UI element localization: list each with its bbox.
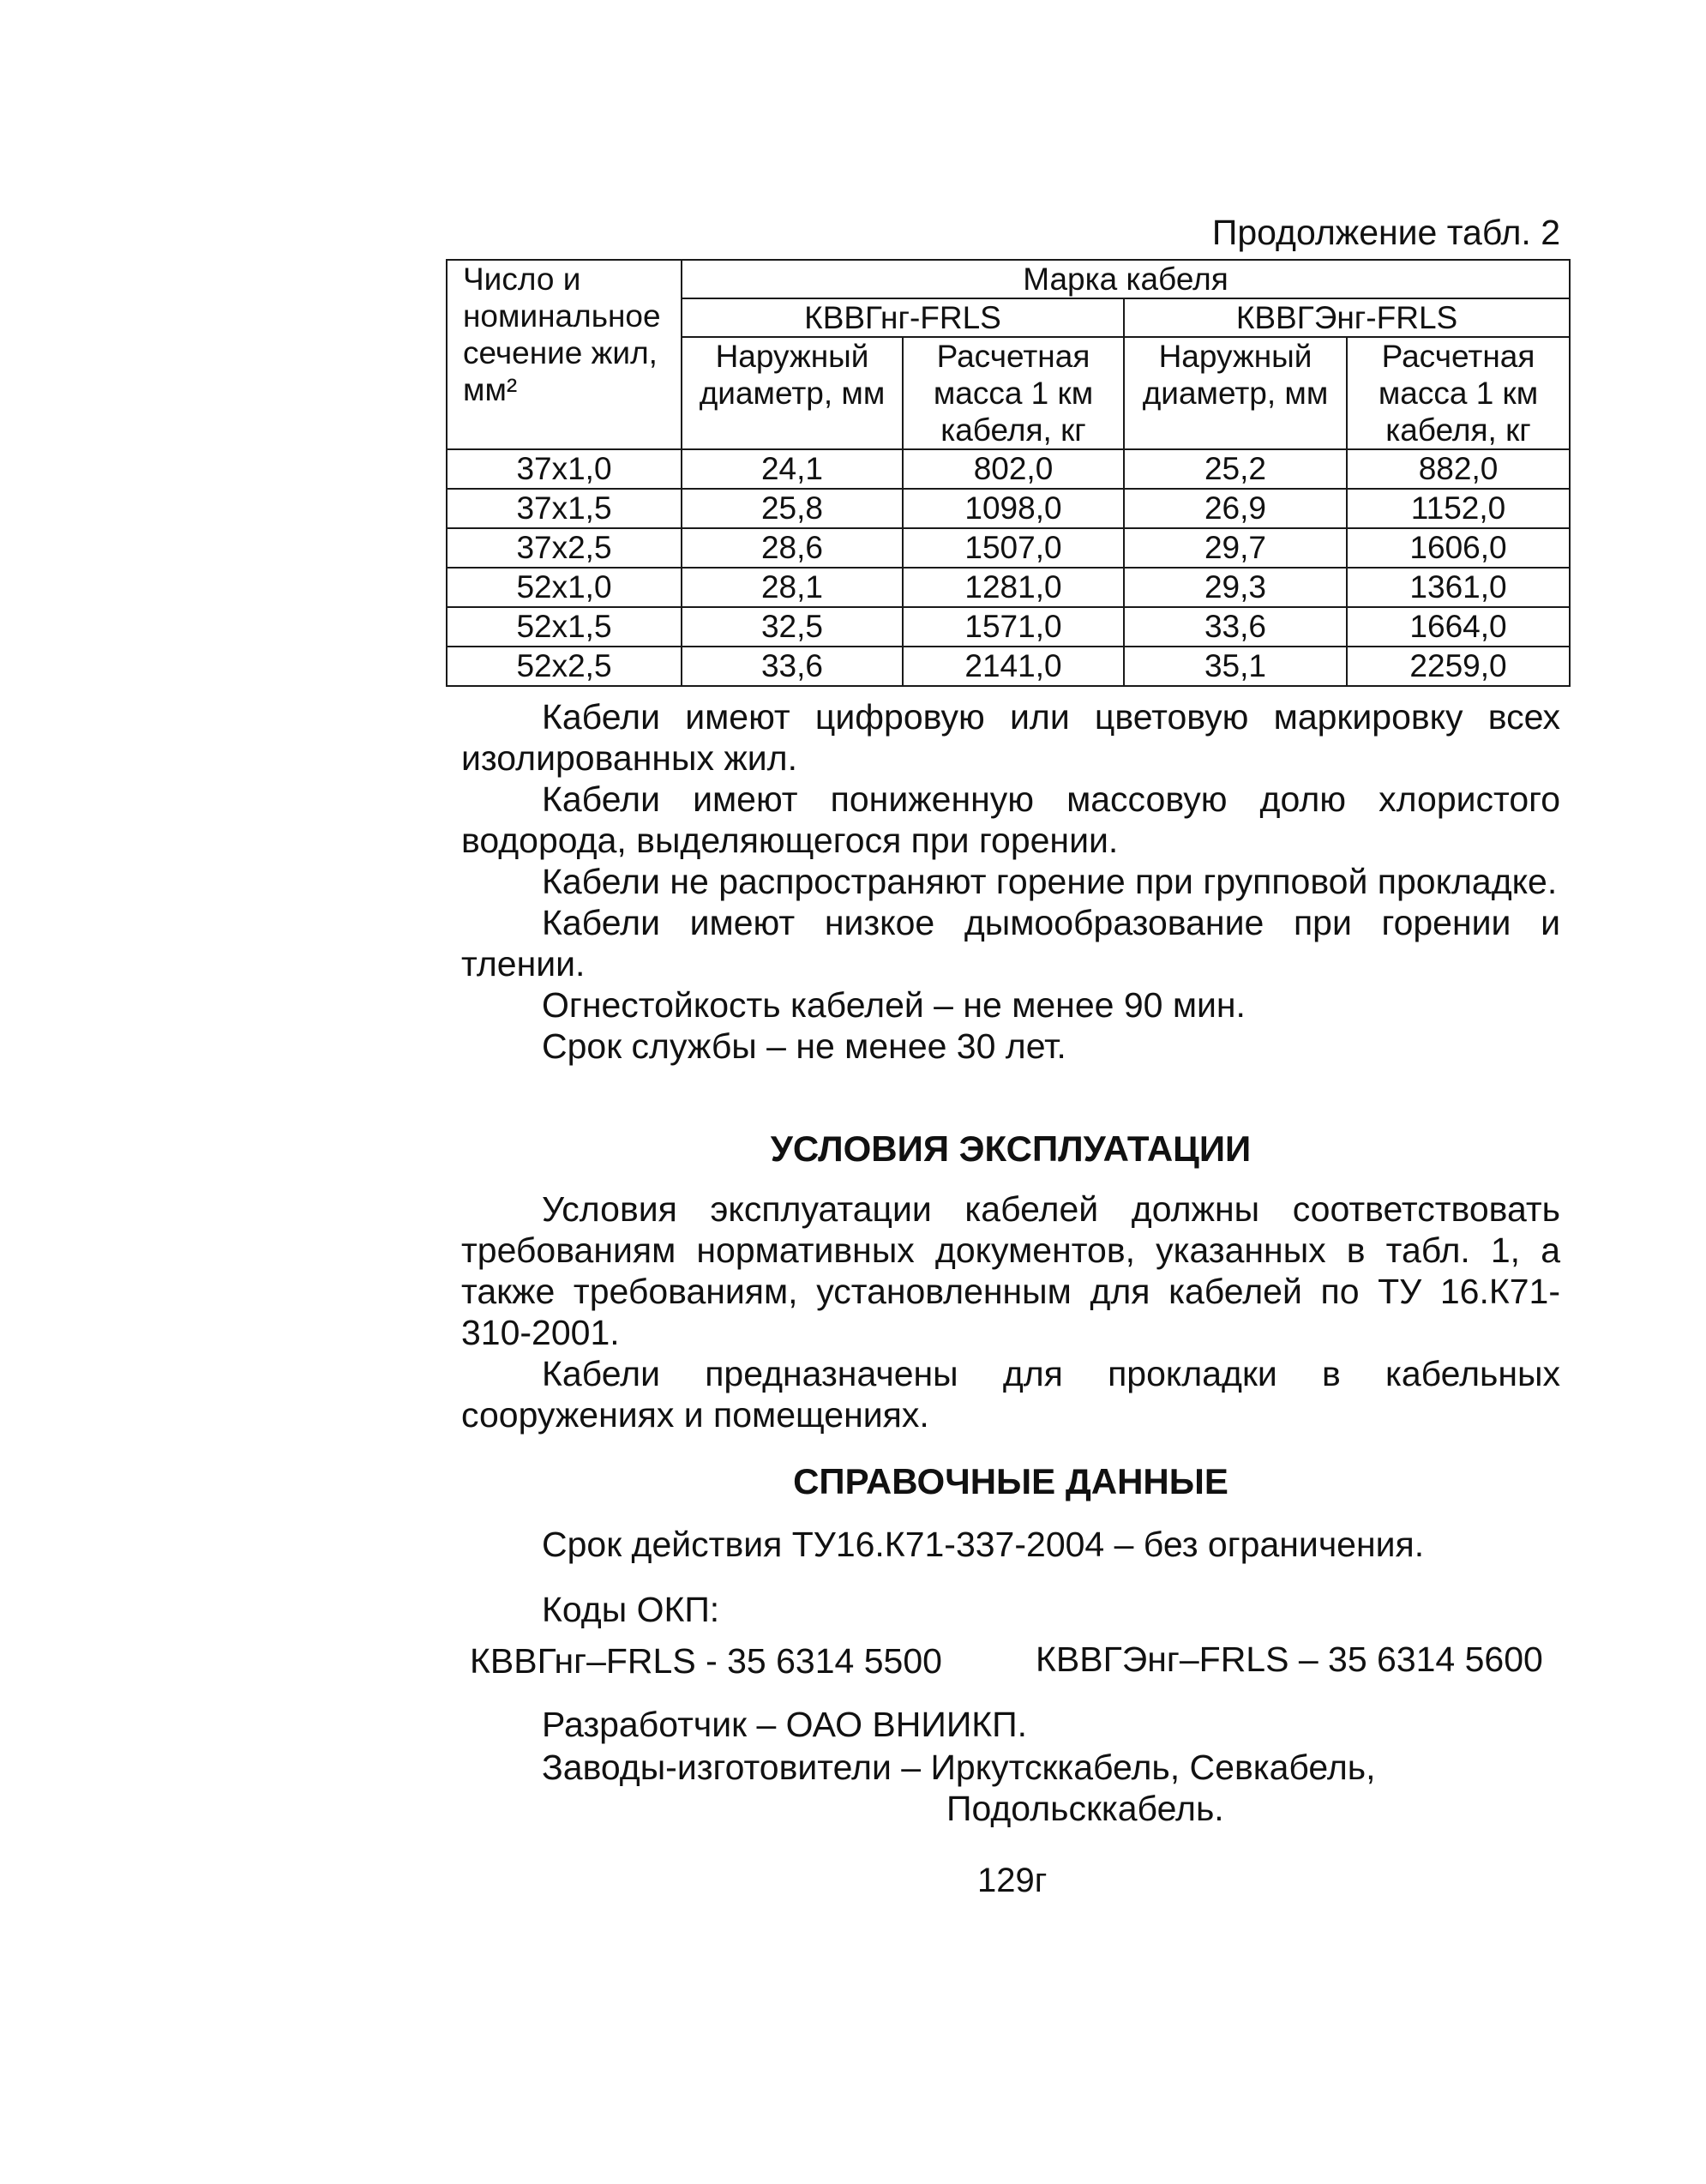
table-caption: Продолжение табл. 2 [1211,213,1560,252]
cell-diameter: 24,1 [682,449,903,489]
column-header-section: Число и номинальное сечение жил, мм² [447,260,682,449]
paragraph: Кабели имеют пониженную массовую долю хлористого водорода, выделяющегося при горении. [461,779,1560,860]
cell-section: 37x1,5 [447,489,682,528]
developer-text: Разработчик – ОАО ВНИИКП. [542,1705,1028,1744]
cell-mass: 1507,0 [903,528,1124,568]
column-header-mass: Расчетная масса 1 км кабеля, кг [903,337,1124,449]
validity-text: Срок действия ТУ16.К71-337-2004 – без ограничения. [542,1525,1425,1564]
table-row [447,647,1570,686]
cell-mass: 1664,0 [1347,607,1570,647]
cell-mass: 2259,0 [1347,647,1570,686]
okp-label: Коды ОКП: [542,1590,720,1629]
cell-mass: 1098,0 [903,489,1124,528]
column-header-mass: Расчетная масса 1 км кабеля, кг [1347,337,1570,449]
cell-section: 37x2,5 [447,528,682,568]
cell-mass: 1571,0 [903,607,1124,647]
table-row [447,449,1570,489]
cell-diameter: 25,2 [1124,449,1347,489]
cable-specs-table [446,259,1571,687]
cell-diameter: 29,3 [1124,568,1347,607]
cell-section: 52x1,0 [447,568,682,607]
cell-diameter: 29,7 [1124,528,1347,568]
cell-mass: 882,0 [1347,449,1570,489]
cell-section: 52x2,5 [447,647,682,686]
cell-mass: 1606,0 [1347,528,1570,568]
cell-diameter: 26,9 [1124,489,1347,528]
column-group-header: Марка кабеля [682,260,1570,298]
page-number: 129г [977,1862,1048,1899]
cell-mass: 2141,0 [903,647,1124,686]
cell-section: 52x1,5 [447,607,682,647]
column-header-diameter: Наружный диаметр, мм [1124,337,1347,449]
cell-diameter: 33,6 [1124,607,1347,647]
paragraph: Срок службы – не менее 30 лет. [542,1026,1066,1066]
cell-section: 37x1,0 [447,449,682,489]
table-row [447,489,1570,528]
paragraph: Кабели не распространяют горение при групповой прокладке. [542,862,1558,901]
section-heading-operating: УСЛОВИЯ ЭКСПЛУАТАЦИИ [770,1128,1252,1169]
cell-diameter: 32,5 [682,607,903,647]
properties-block [461,696,1560,1067]
column-header-diameter: Наружный диаметр, мм [682,337,903,449]
table-row [447,568,1570,607]
manufacturers-text-continued: Подольсккабель. [946,1789,1224,1828]
section-heading-reference: СПРАВОЧНЫЕ ДАННЫЕ [793,1461,1228,1501]
paragraph: Огнестойкость кабелей – не менее 90 мин. [542,985,1246,1025]
cell-diameter: 28,6 [682,528,903,568]
paragraph: Кабели имеют низкое дымообразование при горении и тлении. [461,903,1560,984]
okp-code-kvvgeng: КВВГЭнг–FRLS – 35 6314 5600 [1036,1640,1543,1679]
brand-header-kvvgeng: КВВГЭнг-FRLS [1124,298,1570,337]
cell-diameter: 28,1 [682,568,903,607]
paragraph: Кабели предназначены для прокладки в кабельных сооружениях и помещениях. [461,1354,1560,1435]
cell-diameter: 25,8 [682,489,903,528]
manufacturers-text: Заводы-изготовители – Иркутсккабель, Севкабель, [542,1748,1376,1787]
brand-header-kvvgng: КВВГнг-FRLS [682,298,1124,337]
paragraph: Условия эксплуатации кабелей должны соответствовать требованиям нормативных документов, указанных в табл. 1, а также требованиям, установленным для кабелей по ТУ 16.К71-310-2001. [461,1189,1560,1352]
paragraph: Кабели имеют цифровую или цветовую маркировку всех изолированных жил. [461,697,1560,778]
okp-code-kvvgng: КВВГнг–FRLS - 35 6314 5500 [470,1641,942,1681]
table-row [447,528,1570,568]
cell-mass: 802,0 [903,449,1124,489]
cell-diameter: 35,1 [1124,647,1347,686]
table-row [447,607,1570,647]
cell-mass: 1281,0 [903,568,1124,607]
cell-diameter: 33,6 [682,647,903,686]
cell-mass: 1361,0 [1347,568,1570,607]
operating-block [461,1188,1560,1435]
cell-mass: 1152,0 [1347,489,1570,528]
